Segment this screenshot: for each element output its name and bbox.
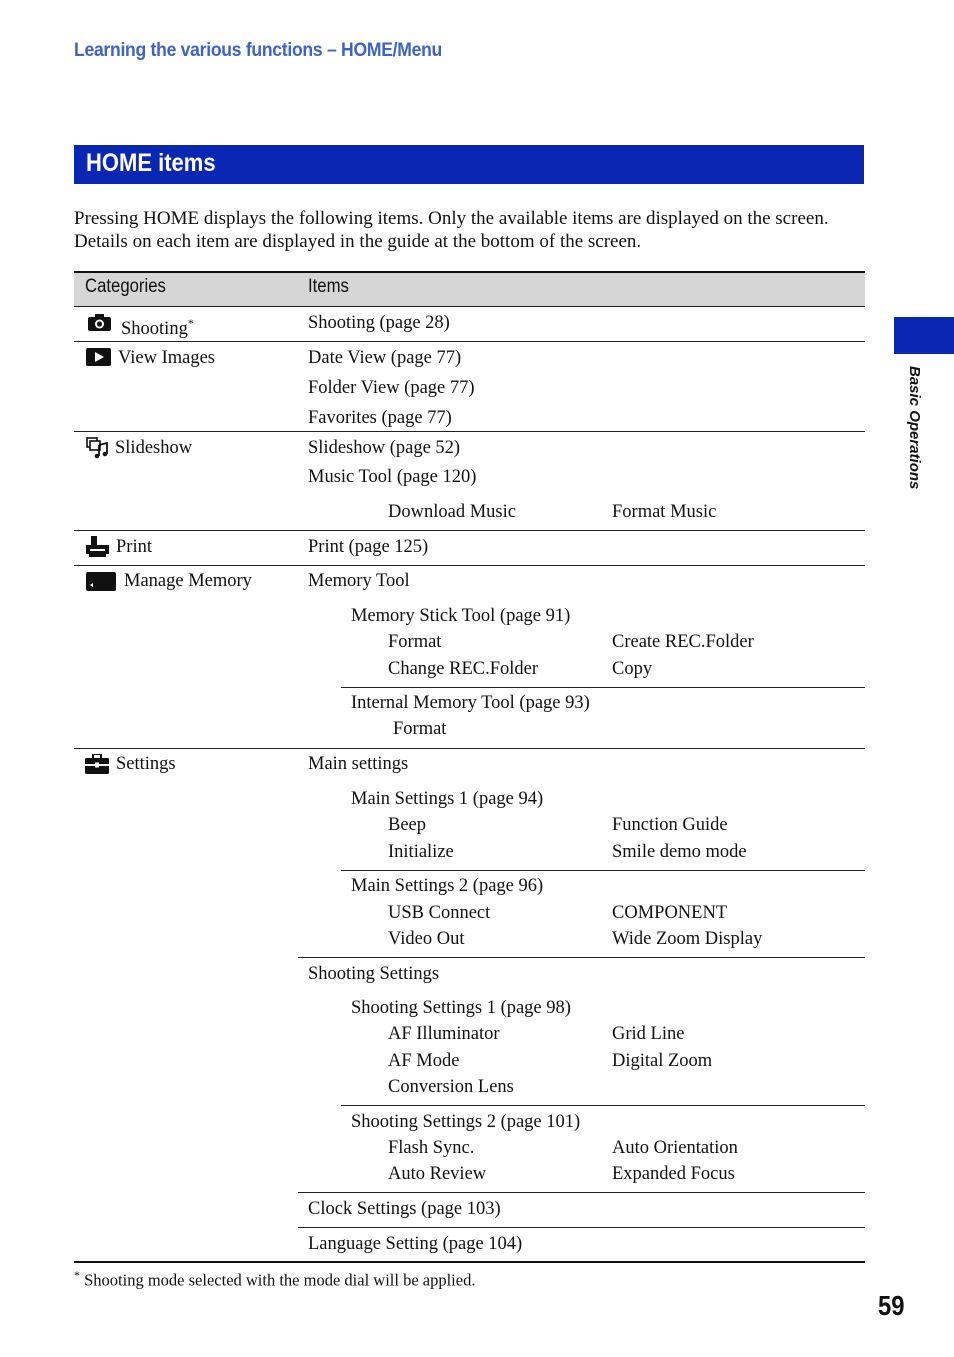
item-download-music: Download Music (388, 502, 516, 522)
item-memory-stick-tool: Memory Stick Tool (page 91) (351, 606, 571, 626)
item-grid-line: Grid Line (612, 1024, 685, 1044)
item-main-settings-2: Main Settings 2 (page 96) (351, 876, 544, 896)
item-internal-memory-tool: Internal Memory Tool (page 93) (351, 693, 590, 713)
intro-paragraph: Pressing HOME displays the following items. Only the available items are displayed on the screen. Details on each item are displayed in the guide at the bottom of the screen. (74, 208, 829, 252)
header-categories: Categories (85, 276, 166, 297)
row-rule (74, 565, 865, 566)
section-title: HOME items (86, 149, 216, 177)
sub-rule (298, 957, 865, 958)
item-shooting-settings-2: Shooting Settings 2 (page 101) (351, 1112, 581, 1132)
item-music-tool: Music Tool (page 120) (308, 467, 477, 487)
item-auto-orientation: Auto Orientation (612, 1138, 738, 1158)
item-usb-connect: USB Connect (388, 903, 491, 923)
item-af-mode: AF Mode (388, 1051, 460, 1071)
category-slideshow: Slideshow (115, 438, 193, 458)
page-number: 59 (878, 1290, 905, 1321)
table-top-rule (74, 271, 865, 273)
item-function-guide: Function Guide (612, 815, 728, 835)
item-clock-settings: Clock Settings (page 103) (308, 1199, 501, 1219)
item-initialize: Initialize (388, 842, 454, 862)
row-rule (74, 748, 865, 749)
item-change-rec-folder: Change REC.Folder (388, 659, 539, 679)
header-rule (74, 306, 865, 307)
item-format-music: Format Music (612, 502, 717, 522)
item-main-settings: Main settings (308, 754, 409, 774)
item-beep: Beep (388, 815, 427, 835)
item-create-rec-folder: Create REC.Folder (612, 632, 754, 652)
item-auto-review: Auto Review (388, 1164, 487, 1184)
table-bottom-rule (74, 1261, 865, 1263)
item-af-illuminator: AF Illuminator (388, 1024, 500, 1044)
footnote-marker: * (187, 316, 194, 330)
sub-rule (341, 1105, 865, 1106)
side-tab-text: Basic Operations (906, 366, 923, 490)
item-language-setting: Language Setting (page 104) (308, 1234, 523, 1254)
header-items: Items (308, 276, 349, 297)
camera-icon (87, 313, 112, 332)
sub-rule (298, 1227, 865, 1228)
item-print: Print (page 125) (308, 537, 429, 557)
section-title-bar (74, 145, 864, 184)
category-shooting-label: Shooting (121, 319, 188, 340)
slideshow-icon (86, 437, 109, 459)
category-settings: Settings (116, 754, 176, 774)
item-slideshow: Slideshow (page 52) (308, 438, 461, 458)
play-icon (86, 348, 111, 366)
item-main-settings-1: Main Settings 1 (page 94) (351, 789, 544, 809)
item-conversion-lens: Conversion Lens (388, 1077, 514, 1097)
category-print: Print (116, 537, 152, 557)
footnote-mark: * (74, 1268, 80, 1282)
item-shooting: Shooting (page 28) (308, 313, 450, 333)
table-header (74, 271, 865, 306)
item-shooting-settings-1: Shooting Settings 1 (page 98) (351, 998, 571, 1018)
category-shooting (121, 312, 194, 340)
toolbox-icon (85, 754, 109, 774)
item-video-out: Video Out (388, 929, 465, 949)
item-ms-format: Format (388, 632, 442, 652)
item-smile-demo-mode: Smile demo mode (612, 842, 747, 862)
item-wide-zoom-display: Wide Zoom Display (612, 929, 763, 949)
item-shooting-settings: Shooting Settings (308, 964, 440, 984)
item-favorites: Favorites (page 77) (308, 408, 452, 428)
row-rule (74, 431, 865, 432)
item-copy: Copy (612, 659, 653, 679)
side-tab-marker (894, 317, 954, 354)
sub-rule (341, 870, 865, 871)
footnote (74, 1268, 475, 1291)
printer-icon (86, 536, 109, 557)
footnote-text: Shooting mode selected with the mode dial will be applied. (84, 1270, 476, 1290)
item-date-view: Date View (page 77) (308, 348, 462, 368)
item-digital-zoom: Digital Zoom (612, 1051, 713, 1071)
row-rule (74, 341, 865, 342)
category-manage-memory: Manage Memory (124, 571, 252, 591)
sub-rule (341, 687, 865, 688)
item-im-format: Format (393, 719, 447, 739)
running-head: Learning the various functions – HOME/Menu (74, 39, 442, 61)
category-view-images: View Images (118, 348, 216, 368)
memory-card-icon (86, 572, 116, 591)
item-folder-view: Folder View (page 77) (308, 378, 475, 398)
item-flash-sync: Flash Sync. (388, 1138, 475, 1158)
side-tab-label (903, 366, 925, 506)
item-memory-tool: Memory Tool (308, 571, 410, 591)
item-component: COMPONENT (612, 903, 728, 923)
sub-rule (298, 1192, 865, 1193)
row-rule (74, 530, 865, 531)
item-expanded-focus: Expanded Focus (612, 1164, 735, 1184)
